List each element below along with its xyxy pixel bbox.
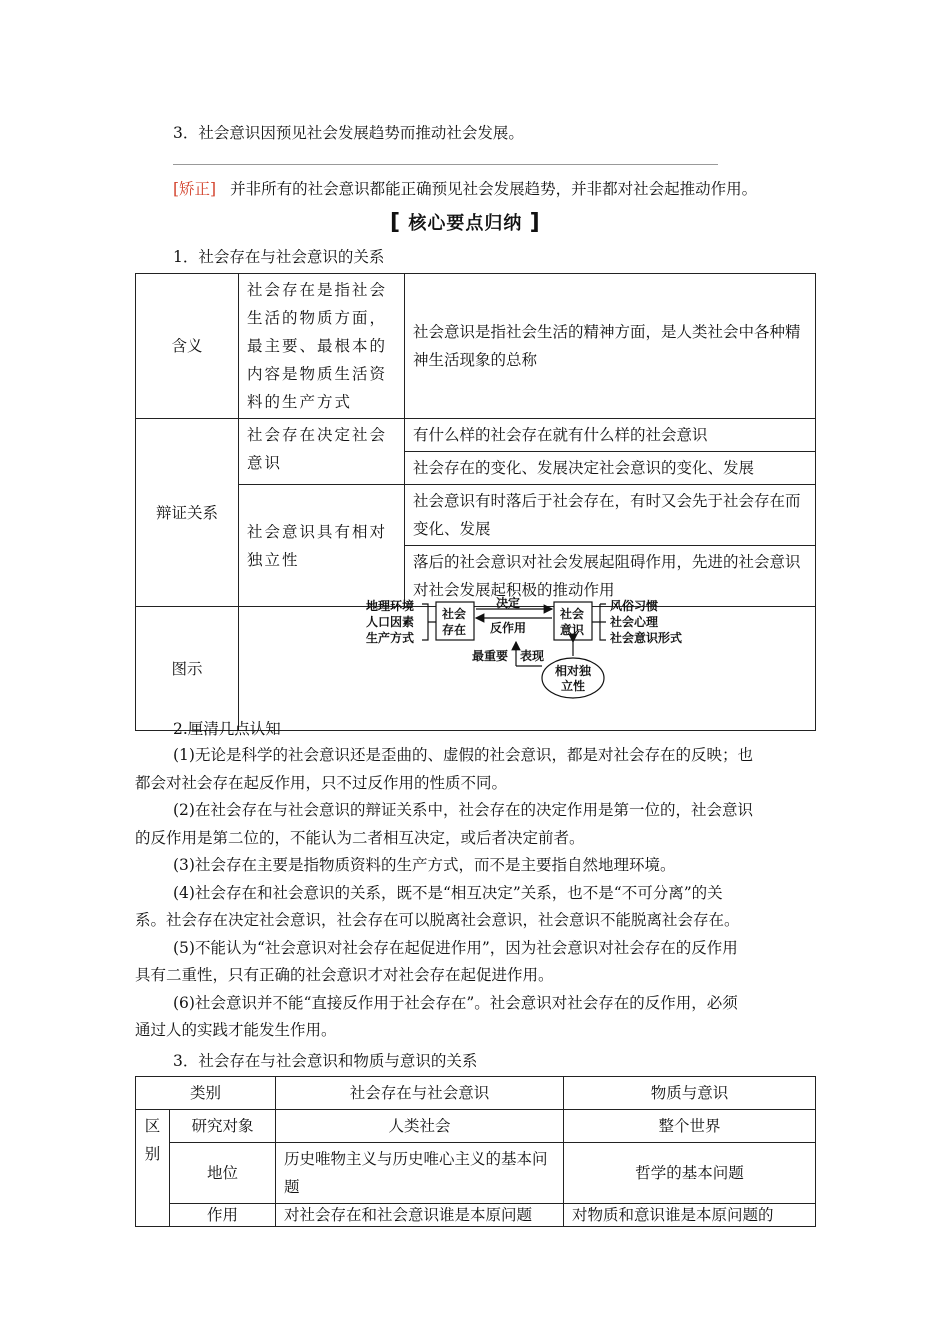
point-4-line1: (4)社会存在和社会意识的关系，既不是“相互决定”关系，也不是“不可分离”的关	[173, 883, 723, 902]
item-3: 3．社会意识因预见社会发展趋势而推动社会发展。	[173, 124, 524, 142]
heading-bracket-left: [	[390, 210, 402, 235]
header-matter-consciousness: 物质与意识	[564, 1077, 816, 1110]
point-6-line1: (6)社会意识并不能“直接反作用于社会存在”。社会意识对社会存在的反作用，必须	[173, 993, 738, 1012]
row-role-a: 对社会存在和社会意识谁是本原问题	[276, 1204, 564, 1227]
comparison-table	[135, 1076, 816, 1227]
point-5-line2: 具有二重性，只有正确的社会意识才对社会存在起促进作用。	[135, 966, 554, 984]
separator-line	[173, 164, 718, 165]
ellipse-line1: 相对独	[555, 664, 592, 678]
header-category: 类别	[136, 1077, 276, 1110]
correction-note	[173, 177, 757, 199]
label-manifestation: 表现	[520, 649, 545, 663]
left-item-population: 人口因素	[366, 615, 415, 629]
right-brace	[592, 604, 606, 640]
point-1-line2: 都会对社会存在起反作用，只不过反作用的性质不同。	[135, 773, 508, 792]
points-list	[135, 742, 815, 1045]
correction-text: 并非所有的社会意识都能正确预见社会发展趋势，并非都对社会起推动作用。	[230, 180, 758, 198]
cell-social-consciousness-def: 社会意识是指社会生活的精神方面，是人类社会中各种精神生活现象的总称	[405, 274, 816, 419]
row-status-a: 历史唯物主义与历史唯心主义的基本问题	[276, 1143, 564, 1204]
row-role-label: 作用	[170, 1204, 276, 1227]
cell-social-existence-def: 社会存在是指社会生活的物质方面，最主要、最根本的内容是物质生活资料的生产方式	[239, 274, 405, 419]
point-4-line2: 系。社会存在决定社会意识，社会存在可以脱离社会意识，社会意识不能脱离社会存在。	[135, 911, 740, 929]
row-role-b: 对物质和意识谁是本原问题的	[564, 1204, 816, 1227]
section-2-title: 2.厘清几点认知	[173, 720, 281, 738]
ellipse-line2: 立性	[561, 679, 586, 693]
right-item-psychology: 社会心理	[610, 615, 659, 629]
section-1-title: 1．社会存在与社会意识的关系	[173, 248, 385, 266]
point-6-line2: 通过人的实践才能发生作用。	[135, 1021, 337, 1039]
cell-independence-b: 落后的社会意识对社会发展起阻碍作用，先进的社会意识对社会发展起积极的推动作用	[405, 546, 816, 607]
correction-tag: [矫正]	[173, 180, 217, 198]
label-most-important: 最重要	[472, 649, 509, 663]
cell-existence-determines: 社会存在决定社会意识	[239, 419, 405, 485]
row-status-b: 哲学的基本问题	[564, 1143, 816, 1204]
point-3: (3)社会存在主要是指物质资料的生产方式，而不是主要指自然地理环境。	[173, 856, 676, 874]
box1-line2: 存在	[442, 623, 467, 637]
point-2-line1: (2)在社会存在与社会意识的辩证关系中，社会存在的决定作用是第一位的，社会意识	[173, 801, 753, 819]
point-2-line2: 的反作用是第二位的，不能认为二者相互决定，或后者决定前者。	[135, 828, 585, 847]
row-label-diagram: 图示	[136, 607, 239, 731]
row-object-b: 整个世界	[564, 1110, 816, 1143]
right-item-forms: 社会意识形式	[610, 631, 683, 645]
row-label-meaning: 含义	[136, 274, 239, 419]
left-brace	[422, 604, 436, 640]
cell-independence-a: 社会意识有时落后于社会存在，有时又会先于社会存在而变化、发展	[405, 485, 816, 546]
relation-diagram	[240, 594, 812, 712]
heading-text: 核心要点归纳	[408, 213, 523, 234]
right-item-customs: 风俗习惯	[610, 599, 659, 613]
cell-relative-independence: 社会意识具有相对独立性	[239, 485, 405, 607]
point-5-line1: (5)不能认为“社会意识对社会存在起促进作用”，因为社会意识对社会存在的反作用	[173, 938, 738, 957]
box2-line1: 社会	[560, 607, 585, 621]
group-difference: 区别	[136, 1110, 170, 1227]
section-heading	[390, 209, 541, 235]
row-object-label: 研究对象	[170, 1110, 276, 1143]
left-item-production: 生产方式	[366, 631, 415, 645]
label-determines: 决定	[496, 596, 521, 610]
label-react: 反作用	[490, 621, 527, 635]
row-status-label: 地位	[170, 1143, 276, 1204]
box1-line1: 社会	[442, 607, 467, 621]
cell-existence-determines-b: 社会存在的变化、发展决定社会意识的变化、发展	[405, 452, 816, 485]
heading-bracket-right: ]	[529, 210, 541, 235]
section-3-title: 3．社会存在与社会意识和物质与意识的关系	[173, 1052, 478, 1070]
header-existence-consciousness: 社会存在与社会意识	[276, 1077, 564, 1110]
box2-line2: 意识	[560, 623, 585, 637]
cell-existence-determines-a: 有什么样的社会存在就有什么样的社会意识	[405, 419, 816, 452]
row-label-dialectic: 辩证关系	[136, 419, 239, 607]
left-item-geo: 地理环境	[366, 599, 415, 613]
row-object-a: 人类社会	[276, 1110, 564, 1143]
point-1-line1: (1)无论是科学的社会意识还是歪曲的、虚假的社会意识，都是对社会存在的反映；也	[173, 746, 753, 764]
